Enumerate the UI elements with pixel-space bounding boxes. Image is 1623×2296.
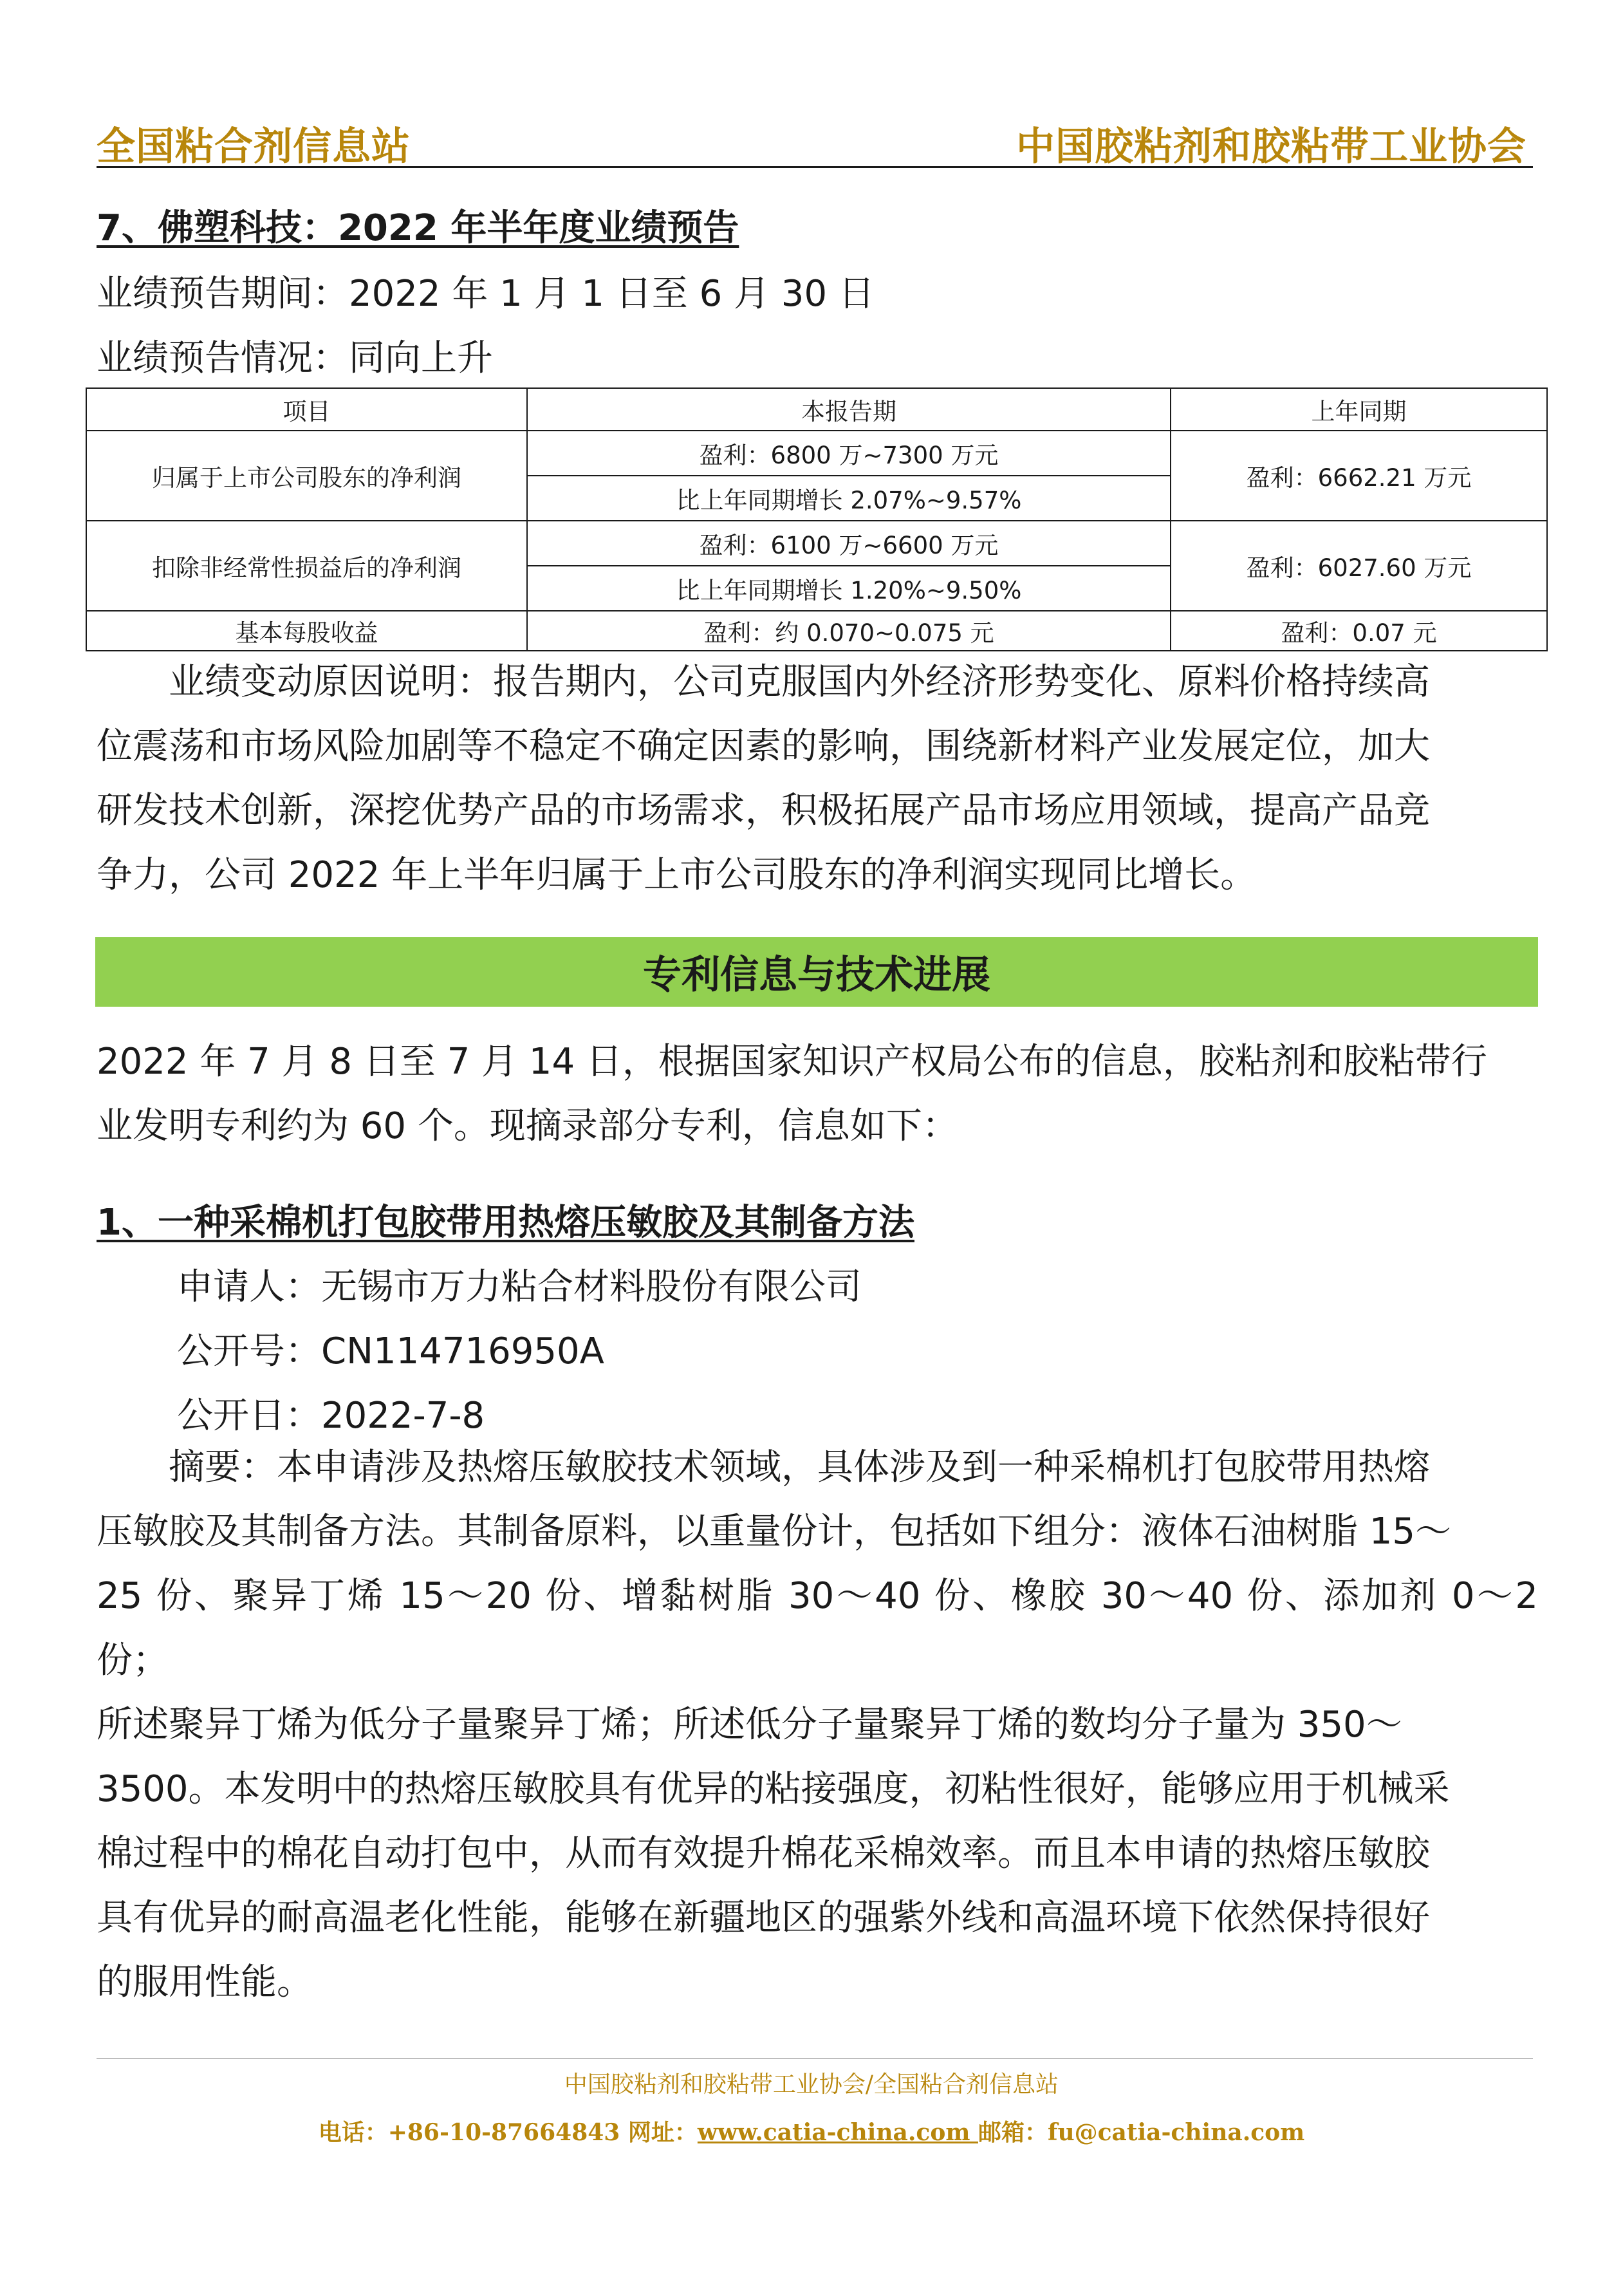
table-row xyxy=(86,611,1547,651)
footer-contact xyxy=(0,2114,1623,2147)
table-header-current: 本报告期 xyxy=(527,388,1171,431)
header-divider xyxy=(97,166,1533,168)
performance-table xyxy=(86,387,1548,651)
patent-intro xyxy=(97,1030,1538,1159)
patent-publication-date: 公开日：2022-7-8 xyxy=(177,1395,485,1437)
reason-line: 业绩变动原因说明：报告期内，公司克服国内外经济形势变化、原料价格持续高 xyxy=(169,661,1430,703)
patent-abstract xyxy=(97,1435,1538,2015)
abstract-line: 25 份、聚异丁烯 15～20 份、增黏树脂 30～40 份、橡胶 30～40 份、添加剂 0～2 份； xyxy=(97,1575,1538,1681)
eps-prior: 盈利：0.07 元 xyxy=(1171,611,1547,651)
abstract-line: 具有优异的耐高温老化性能，能够在新疆地区的强紫外线和高温环境下依然保持很好 xyxy=(97,1897,1430,1939)
footer-email: 邮箱：fu@catia-china.com xyxy=(978,2119,1305,2146)
net-profit-current-growth: 比上年同期增长 2.07%~9.57% xyxy=(527,476,1171,521)
deducted-profit-label: 扣除非经常性损益后的净利润 xyxy=(86,521,527,611)
net-profit-current-range: 盈利：6800 万~7300 万元 xyxy=(527,431,1171,476)
reason-line: 争力，公司 2022 年上半年归属于上市公司股东的净利润实现同比增长。 xyxy=(97,854,1257,896)
abstract-line: 的服用性能。 xyxy=(97,1961,313,2003)
patent-applicant: 申请人：无锡市万力粘合材料股份有限公司 xyxy=(177,1266,862,1308)
reason-line: 研发技术创新，深挖优势产品的市场需求，积极拓展产品市场应用领域，提高产品竞 xyxy=(97,790,1430,832)
abstract-line: 3500。本发明中的热熔压敏胶具有优异的粘接强度，初粘性很好，能够应用于机械采 xyxy=(97,1768,1450,1810)
table-header-prior: 上年同期 xyxy=(1171,388,1547,431)
table-header-item: 项目 xyxy=(86,388,527,431)
footer-divider xyxy=(97,2058,1533,2059)
table-row xyxy=(86,431,1547,476)
reason-paragraph xyxy=(97,650,1538,908)
deducted-profit-current-range: 盈利：6100 万~6600 万元 xyxy=(527,521,1171,566)
eps-label: 基本每股收益 xyxy=(86,611,527,651)
footer-organization: 中国胶粘剂和胶粘带工业协会/全国粘合剂信息站 xyxy=(564,2071,1059,2098)
table-row xyxy=(86,521,1547,566)
deducted-profit-current-growth: 比上年同期增长 1.20%~9.50% xyxy=(527,566,1171,611)
reason-line: 位震荡和市场风险加剧等不稳定不确定因素的影响，围绕新材料产业发展定位，加大 xyxy=(97,725,1430,767)
header-site-name: 全国粘合剂信息站 xyxy=(97,124,411,169)
section-banner: 专利信息与技术进展 xyxy=(95,937,1538,1007)
table-header-row xyxy=(86,388,1547,431)
net-profit-label: 归属于上市公司股东的净利润 xyxy=(86,431,527,521)
abstract-line: 所述聚异丁烯为低分子量聚异丁烯；所述低分子量聚异丁烯的数均分子量为 350～ xyxy=(97,1704,1402,1746)
forecast-situation: 业绩预告情况：同向上升 xyxy=(97,337,493,379)
abstract-line: 压敏胶及其制备方法。其制备原料，以重量份计，包括如下组分：液体石油树脂 15～ xyxy=(97,1511,1452,1553)
deducted-profit-prior: 盈利：6027.60 万元 xyxy=(1171,521,1547,611)
eps-current: 盈利：约 0.070~0.075 元 xyxy=(527,611,1171,651)
patent-title: 1、一种采棉机打包胶带用热熔压敏胶及其制备方法 xyxy=(97,1202,914,1244)
header-association-name: 中国胶粘剂和胶粘带工业协会 xyxy=(1016,124,1526,169)
abstract-line: 摘要：本申请涉及热熔压敏胶技术领域，具体涉及到一种采棉机打包胶带用热熔 xyxy=(169,1446,1430,1488)
patent-intro-line: 业发明专利约为 60 个。现摘录部分专利，信息如下： xyxy=(97,1105,958,1147)
net-profit-prior: 盈利：6662.21 万元 xyxy=(1171,431,1547,521)
abstract-line: 棉过程中的棉花自动打包中，从而有效提升棉花采棉效率。而且本申请的热熔压敏胶 xyxy=(97,1833,1430,1874)
forecast-period: 业绩预告期间：2022 年 1 月 1 日至 6 月 30 日 xyxy=(97,273,875,315)
footer-website-link[interactable]: www.catia-china.com xyxy=(697,2119,978,2146)
patent-intro-line: 2022 年 7 月 8 日至 7 月 14 日，根据国家知识产权局公布的信息，胶粘剂和胶粘带行 xyxy=(97,1041,1487,1083)
footer-phone: 电话：+86-10-87664843 网址： xyxy=(318,2119,698,2146)
section-title: 7、佛塑科技：2022 年半年度业绩预告 xyxy=(97,207,739,249)
patent-publication-number: 公开号：CN114716950A xyxy=(177,1330,604,1372)
